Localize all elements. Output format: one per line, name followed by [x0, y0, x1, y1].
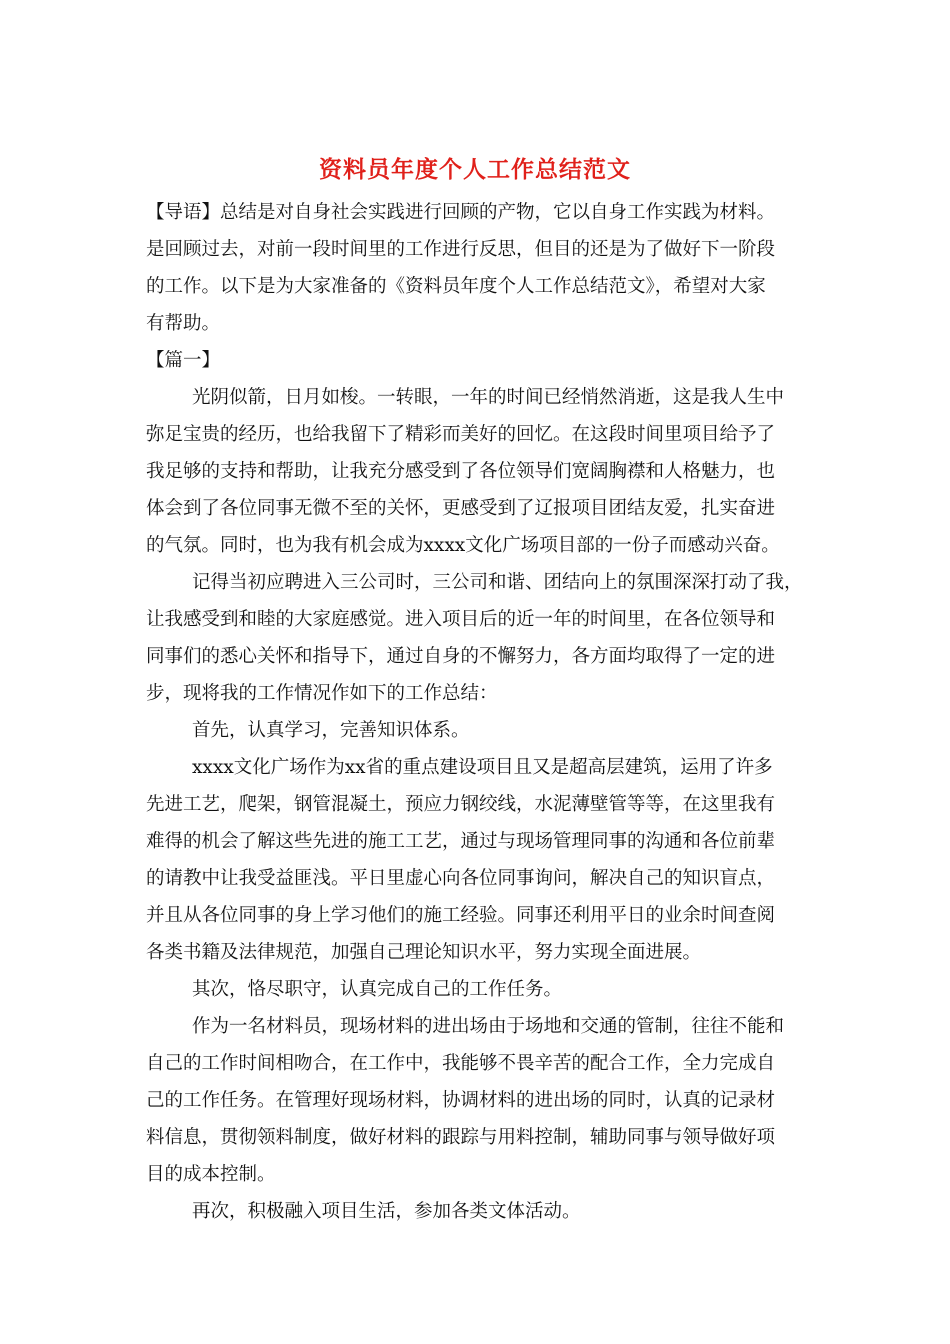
document-body	[146, 194, 816, 1230]
text-line: 难得的机会了解这些先进的施工工艺，通过与现场管理同事的沟通和各位前辈	[146, 831, 776, 852]
text-line: 光阴似箭，日月如梭。一转眼，一年的时间已经悄然消逝，这是我人生中	[192, 387, 785, 408]
text-line: 记得当初应聘进入三公司时，三公司和谐、团结向上的氛围深深打动了我，	[192, 572, 803, 593]
text-line: 先进工艺，爬架，钢管混凝土，预应力钢绞线，水泥薄壁管等等，在这里我有	[146, 794, 776, 815]
text-line: 的请教中让我受益匪浅。平日里虚心向各位同事询问，解决自己的知识盲点，	[146, 868, 776, 889]
text-line: 弥足宝贵的经历，也给我留下了精彩而美好的回忆。在这段时间里项目给予了	[146, 424, 776, 445]
text-line: 有帮助。	[146, 313, 221, 334]
document-title: 资料员年度个人工作总结范文	[319, 156, 631, 183]
text-line: 自己的工作时间相吻合，在工作中，我能够不畏辛苦的配合工作，全力完成自	[146, 1053, 776, 1074]
text-line: 己的工作任务。在管理好现场材料，协调材料的进出场的同时，认真的记录材	[146, 1090, 776, 1111]
text-line: 是回顾过去，对前一段时间里的工作进行反思，但目的还是为了做好下一阶段	[146, 239, 776, 260]
text-line: 料信息，贯彻领料制度，做好材料的跟踪与用料控制，辅助同事与领导做好项	[146, 1127, 776, 1148]
text-line: 的气氛。同时，也为我有机会成为xxxx文化广场项目部的一份子而感动兴奋。	[146, 535, 780, 556]
text-line: 【导语】总结是对自身社会实践进行回顾的产物，它以自身工作实践为材料。	[146, 202, 776, 223]
text-line: 【篇一】	[146, 350, 221, 371]
text-line: 的工作。以下是为大家准备的《资料员年度个人工作总结范文》，希望对大家	[146, 276, 766, 297]
text-line: 并且从各位同事的身上学习他们的施工经验。同事还利用平日的业余时间查阅	[146, 905, 776, 926]
text-line: 我足够的支持和帮助，让我充分感受到了各位领导们宽阔胸襟和人格魅力，也	[146, 461, 776, 482]
text-line: xxxx文化广场作为xx省的重点建设项目且又是超高层建筑，运用了许多	[192, 757, 773, 778]
text-line: 体会到了各位同事无微不至的关怀，更感受到了辽报项目团结友爱，扎实奋进	[146, 498, 776, 519]
text-line: 作为一名材料员，现场材料的进出场由于场地和交通的管制，往往不能和	[192, 1016, 785, 1037]
text-line: 让我感受到和睦的大家庭感觉。进入项目后的近一年的时间里，在各位领导和	[146, 609, 776, 630]
text-line: 其次，恪尽职守，认真完成自己的工作任务。	[192, 979, 563, 1000]
text-line: 目的成本控制。	[146, 1164, 276, 1185]
text-line: 步，现将我的工作情况作如下的工作总结：	[146, 683, 498, 704]
text-line: 同事们的悉心关怀和指导下，通过自身的不懈努力，各方面均取得了一定的进	[146, 646, 776, 667]
text-line: 首先，认真学习，完善知识体系。	[192, 720, 470, 741]
text-line: 再次，积极融入项目生活，参加各类文体活动。	[192, 1201, 581, 1222]
text-line: 各类书籍及法律规范，加强自己理论知识水平，努力实现全面进展。	[146, 942, 702, 963]
